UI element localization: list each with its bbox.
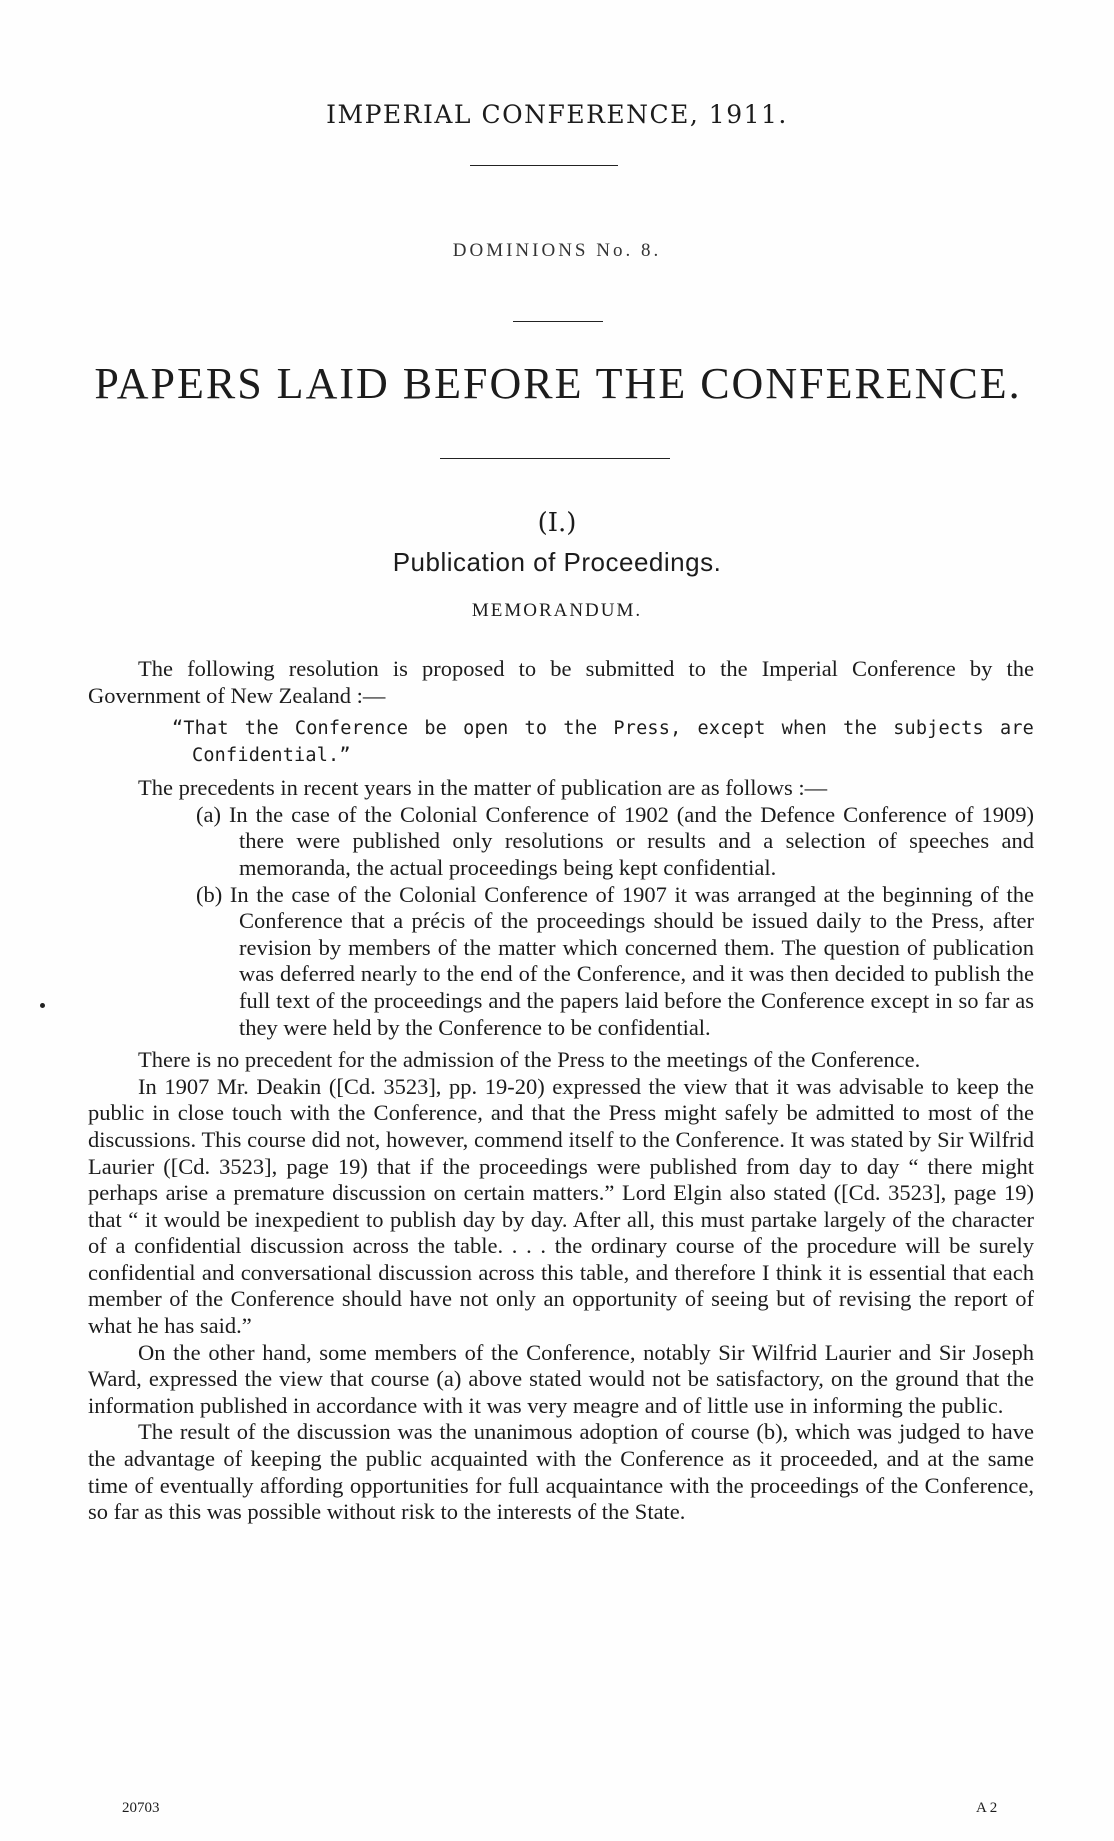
memorandum-label: MEMORANDUM. [471,600,643,621]
section-title: Publication of Proceedings. [392,547,722,577]
signature-mark: A 2 [976,1800,998,1816]
memorandum-body [88,656,1034,1526]
divider-rule [513,321,603,322]
intro-paragraph: The following resolution is proposed to be submitted to the Imperial Conference by the Government of New Zealand :— [88,656,1034,708]
conference-heading: IMPERIAL CONFERENCE, 1911. [326,100,788,129]
divider-rule [470,165,618,166]
no-precedent-paragraph: There is no precedent for the admission of the Press to the meetings of the Conference. [138,1047,921,1073]
other-hand-paragraph: On the other hand, some members of the Conference, notably Sir Wilfrid Laurier and Sir Joseph Ward, expressed the view that course (a) above stated would not be satisfactory, on the ground that the information published in accordance with it was very meagre and of little use in informing the public. [88,1339,1034,1418]
list-item-b: (b) In the case of the Colonial Conference of 1907 it was arranged at the beginning of the Conference that a précis of the proceedings should be issued daily to the Press, after revision by members of the matter which concerned them. The question of publication was deferred nearly to the end of the Conference, and it was then decided to publish the full text of the proceedings and the papers laid before the Conference except in so far as they were held by the Conference to be confidential. [196,881,1034,1040]
resolution-quote: “That the Conference be open to the Press, except when the subjects are Confidential.” [172,718,1034,767]
series-number: DOMINIONS No. 8. [452,240,662,261]
result-paragraph: The result of the discussion was the unanimous adoption of course (b), which was judged to have the advantage of keeping the public acquainted with the Conference as it proceeded, and at the same time of eventually affording opportunities for full acquaintance with the proceedings of the Conference, so far as this was possible without risk to the interests of the State. [88,1419,1034,1525]
deakin-paragraph: In 1907 Mr. Deakin ([Cd. 3523], pp. 19-20) expressed the view that it was advisable to keep the public in close touch with the Conference, and that the Press might safely be admitted to most of the discussions. This course did not, however, commend itself to the Conference. It was stated by Sir Wilfrid Laurier ([Cd. 3523], page 19) that if the proceedings were published from day to day “ there might perhaps arise a premature discussion on certain matters.” Lord Elgin also stated ([Cd. 3523], page 19) that “ it would be inexpedient to publish day by day. After all, this must partake largely of the character of a confidential discussion across the table. . . . the ordinary course of the procedure will be surely confidential and conversational discussion across this table, and therefore I think it is essential that each member of the Conference should have not only an opportunity of seeing but of revising the report of what he has said.” [88,1073,1034,1339]
divider-rule [440,458,670,459]
list-item-a: (a) In the case of the Colonial Conference of 1902 (and the Defence Conference of 1909) there were published only resolutions or results and a selection of speeches and memoranda, the actual proceedings being kept confidential. [196,801,1034,880]
margin-mark [40,1003,45,1008]
print-number: 20703 [122,1800,160,1816]
precedents-paragraph: The precedents in recent years in the matter of publication are as follows :— [138,775,828,801]
section-number: (I.) [537,508,577,538]
page-title: PAPERS LAID BEFORE THE CONFERENCE. [94,359,1022,408]
